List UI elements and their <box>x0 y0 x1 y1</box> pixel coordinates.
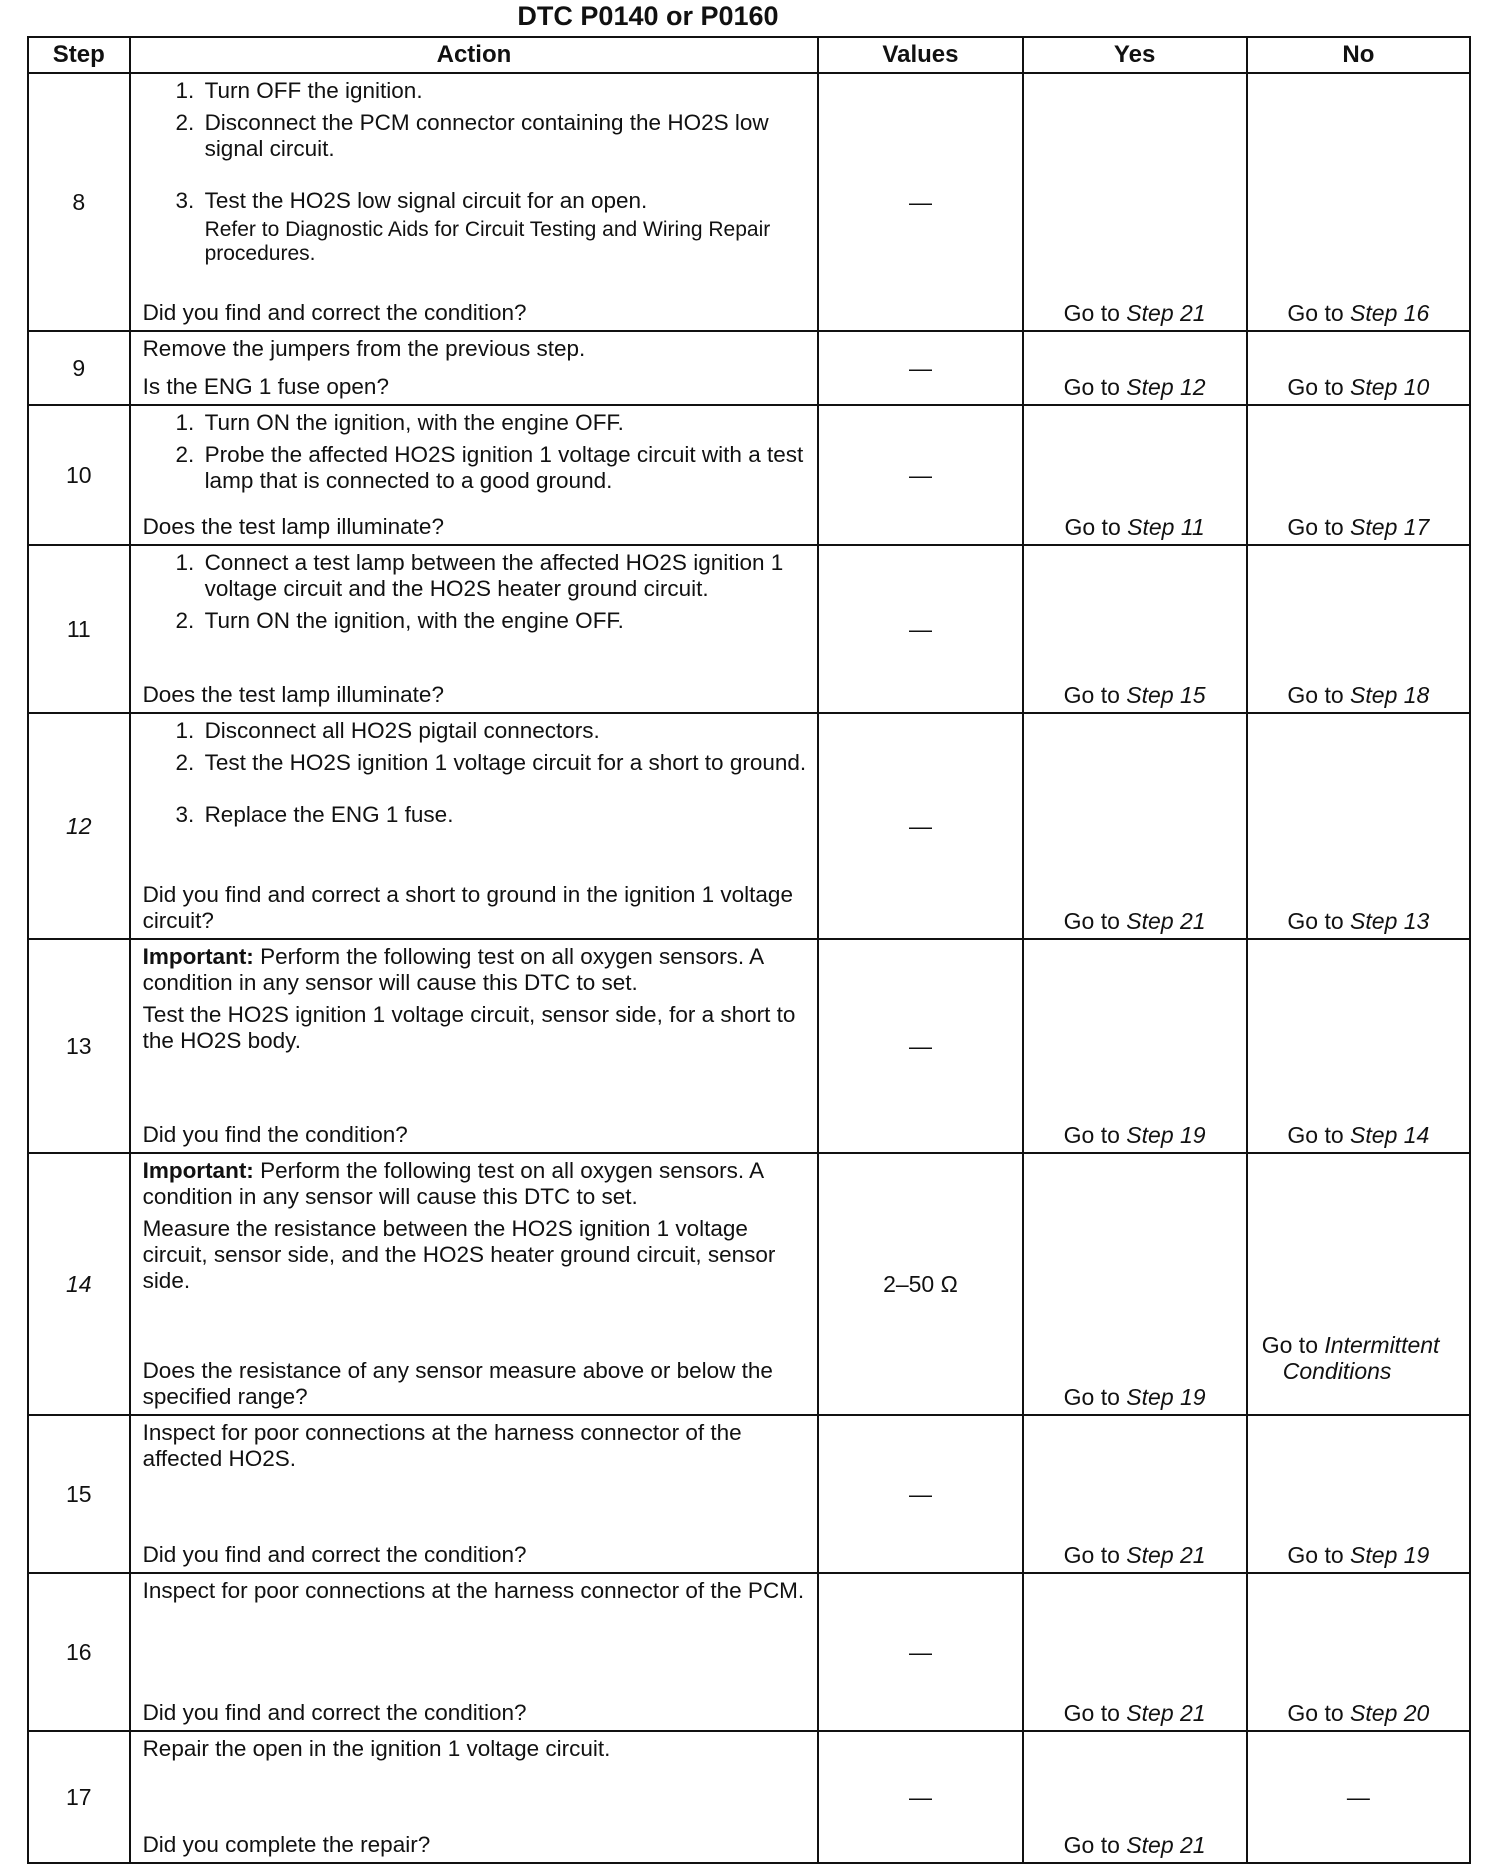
step-number: 13 <box>28 939 130 1153</box>
yes-step-link: Step 21 <box>1126 1832 1206 1858</box>
no-step-link: Step 19 <box>1350 1542 1430 1568</box>
action-text: Test the HO2S ignition 1 voltage circuit, sensor side, for a short to the HO2S body. <box>142 1002 796 1053</box>
important-note <box>143 944 808 996</box>
action-question: Is the ENG 1 fuse open? <box>142 374 389 399</box>
diagnostic-table <box>27 36 1471 1864</box>
action-item: 1. Turn ON the ignition, with the engine OFF. <box>201 410 808 436</box>
yes-cell <box>1023 73 1247 331</box>
no-cell <box>1247 73 1470 331</box>
header-action: Action <box>130 37 819 73</box>
page-title: DTC P0140 or P0160 <box>517 1 779 31</box>
value-cell: 2–50 Ω <box>818 1153 1022 1415</box>
no-cell: — <box>1247 1731 1470 1863</box>
yes-step-link: Step 12 <box>1126 374 1206 400</box>
no-cell <box>1247 1153 1470 1415</box>
no-cell <box>1247 405 1470 545</box>
action-item: 3. Replace the ENG 1 fuse. <box>201 802 808 828</box>
no-cell <box>1247 1415 1470 1573</box>
action-item-text: Test the HO2S low signal circuit for an open. <box>204 188 648 213</box>
go-to-label: Go to <box>1063 300 1120 326</box>
step-number: 15 <box>28 1415 130 1573</box>
no-cell <box>1247 331 1470 405</box>
table-row <box>28 73 1470 331</box>
step-number: 16 <box>28 1573 130 1731</box>
step-number: 17 <box>28 1731 130 1863</box>
go-to-label: Go to <box>1063 1700 1120 1726</box>
go-to-label: Go to <box>1287 374 1344 400</box>
go-to-label: Go to <box>1063 908 1120 934</box>
action-item: 2. Disconnect the PCM connector containing the HO2S low signal circuit. <box>201 110 808 162</box>
value-cell: — <box>818 1415 1022 1573</box>
yes-step-link: Step 15 <box>1126 682 1206 708</box>
go-to-label: Go to <box>1063 374 1120 400</box>
no-step-link: Step 16 <box>1350 300 1430 326</box>
table-row <box>28 1153 1470 1415</box>
table-row <box>28 1573 1470 1731</box>
action-cell <box>130 405 819 545</box>
go-to-label: Go to <box>1287 1700 1344 1726</box>
action-cell <box>130 331 819 405</box>
table-row <box>28 405 1470 545</box>
action-item: 1. Turn OFF the ignition. <box>201 78 808 104</box>
go-to-label: Go to <box>1287 908 1344 934</box>
yes-cell <box>1023 405 1247 545</box>
value-cell: — <box>818 1731 1022 1863</box>
action-cell <box>130 1573 819 1731</box>
yes-cell <box>1023 939 1247 1153</box>
yes-step-link: Step 11 <box>1127 514 1205 540</box>
value-cell: — <box>818 939 1022 1153</box>
action-cell <box>130 1153 819 1415</box>
action-text: Remove the jumpers from the previous step. <box>142 336 586 361</box>
important-label: Important: <box>142 1158 254 1183</box>
no-step-link: Step 13 <box>1350 908 1430 934</box>
go-to-label: Go to <box>1063 1542 1120 1568</box>
header-values: Values <box>818 37 1022 73</box>
action-item: 2. Turn ON the ignition, with the engine OFF. <box>201 608 808 634</box>
go-to-label: Go to <box>1063 682 1120 708</box>
value-cell: — <box>818 331 1022 405</box>
action-question: Did you find and correct the condition? <box>142 300 527 325</box>
action-cell <box>130 939 819 1153</box>
yes-step-link: Step 21 <box>1126 1700 1206 1726</box>
action-text: Measure the resistance between the HO2S ignition 1 voltage circuit, sensor side, and the HO2S heater ground circuit, sensor side. <box>142 1216 776 1293</box>
go-to-label: Go to <box>1287 514 1344 540</box>
go-to-label: Go to <box>1063 1384 1120 1410</box>
table-row <box>28 545 1470 713</box>
no-step-link: Step 14 <box>1350 1122 1430 1148</box>
no-step-link: Step 10 <box>1350 374 1430 400</box>
action-item: 2. Probe the affected HO2S ignition 1 voltage circuit with a test lamp that is connected to a good ground. <box>201 442 808 494</box>
no-cell <box>1247 545 1470 713</box>
yes-cell <box>1023 1731 1247 1863</box>
yes-cell <box>1023 1573 1247 1731</box>
yes-cell <box>1023 545 1247 713</box>
action-question: Did you find and correct a short to ground in the ignition 1 voltage circuit? <box>142 882 793 933</box>
go-to-label: Go to <box>1287 1122 1344 1148</box>
action-cell <box>130 545 819 713</box>
important-text: Perform the following test on all oxygen sensors. A condition in any sensor will cause this DTC to set. <box>142 944 763 995</box>
value-cell: — <box>818 73 1022 331</box>
table-row <box>28 1415 1470 1573</box>
no-cell <box>1247 1573 1470 1731</box>
step-number: 11 <box>28 545 130 713</box>
action-question: Does the test lamp illuminate? <box>142 514 444 539</box>
value-cell: — <box>818 1573 1022 1731</box>
action-cell <box>130 1415 819 1573</box>
no-cell <box>1247 713 1470 939</box>
value-cell: — <box>818 545 1022 713</box>
step-number: 10 <box>28 405 130 545</box>
go-to-label: Go to <box>1063 1832 1120 1858</box>
action-question: Did you find and correct the condition? <box>142 1700 527 1725</box>
yes-step-link: Step 21 <box>1126 1542 1206 1568</box>
step-number: 8 <box>28 73 130 331</box>
important-text: Perform the following test on all oxygen sensors. A condition in any sensor will cause this DTC to set. <box>142 1158 763 1209</box>
action-cell <box>130 1731 819 1863</box>
value-cell: — <box>818 405 1022 545</box>
header-row <box>28 37 1470 73</box>
yes-cell <box>1023 1415 1247 1573</box>
action-text: Repair the open in the ignition 1 voltage circuit. <box>142 1736 611 1761</box>
value-cell: — <box>818 713 1022 939</box>
header-yes: Yes <box>1023 37 1247 73</box>
action-question: Does the resistance of any sensor measure above or below the specified range? <box>142 1358 773 1409</box>
action-question: Does the test lamp illuminate? <box>142 682 444 707</box>
yes-cell <box>1023 331 1247 405</box>
action-question: Did you find the condition? <box>142 1122 408 1147</box>
yes-step-link: Step 21 <box>1126 908 1206 934</box>
header-no: No <box>1247 37 1470 73</box>
action-text: Inspect for poor connections at the harness connector of the PCM. <box>142 1578 805 1603</box>
no-step-link: Intermittent <box>1324 1332 1440 1358</box>
no-cell <box>1247 939 1470 1153</box>
action-cell <box>130 73 819 331</box>
action-text: Inspect for poor connections at the harness connector of the affected HO2S. <box>142 1420 742 1471</box>
no-step-link: Step 17 <box>1350 514 1430 540</box>
header-step: Step <box>28 37 130 73</box>
action-item: 1. Disconnect all HO2S pigtail connectors. <box>201 718 808 744</box>
action-item <box>201 188 808 266</box>
action-item: 2. Test the HO2S ignition 1 voltage circuit for a short to ground. <box>201 750 808 776</box>
yes-step-link: Step 21 <box>1126 300 1206 326</box>
go-to-label: Go to <box>1287 1542 1344 1568</box>
action-item: 1. Connect a test lamp between the affected HO2S ignition 1 voltage circuit and the HO2S heater ground circuit. <box>201 550 808 602</box>
yes-step-link: Step 19 <box>1126 1122 1206 1148</box>
go-to-label: Go to <box>1063 1122 1120 1148</box>
go-to-label: Go to <box>1064 514 1121 540</box>
action-cell <box>130 713 819 939</box>
table-row <box>28 713 1470 939</box>
action-note: Refer to Diagnostic Aids for Circuit Testing and Wiring Repair procedures. <box>204 218 771 265</box>
table-row <box>28 331 1470 405</box>
action-question: Did you complete the repair? <box>142 1832 431 1857</box>
yes-step-link: Step 19 <box>1126 1384 1206 1410</box>
no-step-link: Step 20 <box>1350 1700 1430 1726</box>
go-to-label: Go to <box>1261 1332 1318 1358</box>
action-question: Did you find and correct the condition? <box>142 1542 527 1567</box>
step-number: 12 <box>28 713 130 939</box>
yes-cell <box>1023 713 1247 939</box>
table-row <box>28 1731 1470 1863</box>
important-label: Important: <box>142 944 254 969</box>
go-to-label: Go to <box>1287 682 1344 708</box>
go-to-label: Go to <box>1287 300 1344 326</box>
no-step-link: Step 18 <box>1350 682 1430 708</box>
yes-cell <box>1023 1153 1247 1415</box>
table-row <box>28 939 1470 1153</box>
step-number: 9 <box>28 331 130 405</box>
no-step-link: Conditions <box>1282 1358 1392 1384</box>
step-number: 14 <box>28 1153 130 1415</box>
important-note <box>143 1158 808 1210</box>
